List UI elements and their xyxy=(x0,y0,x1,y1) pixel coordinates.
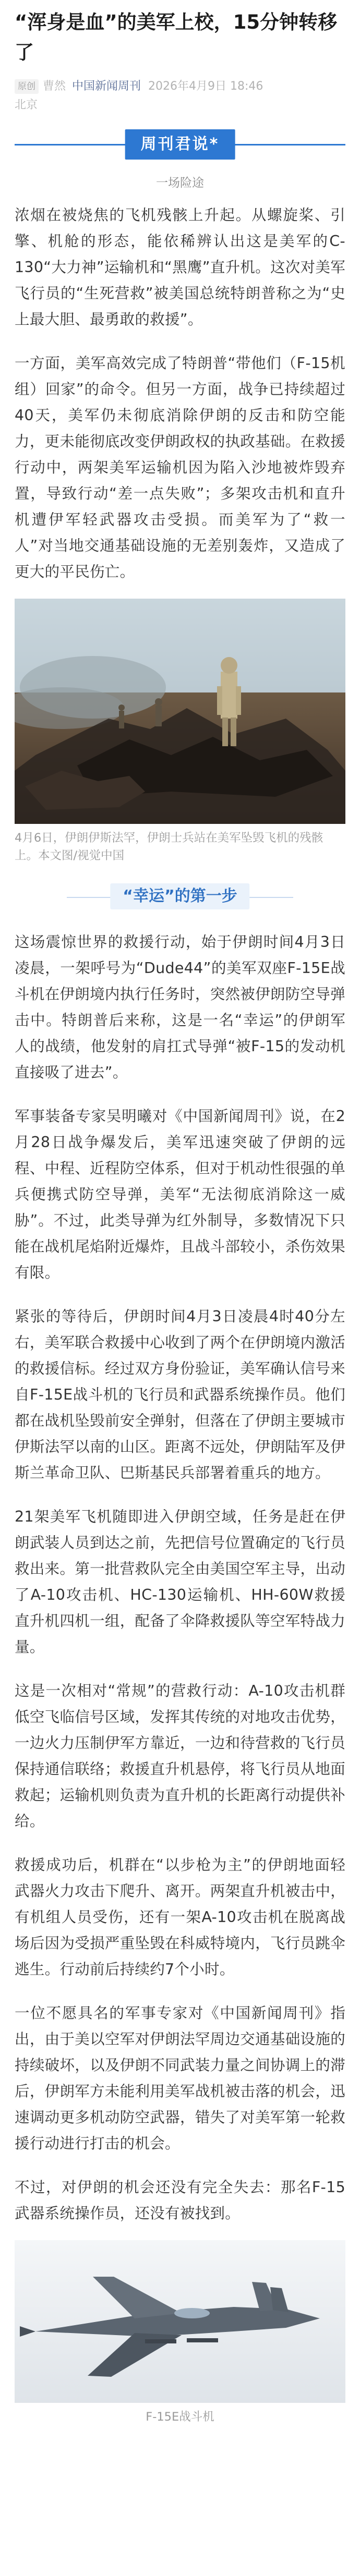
paragraph: 一位不愿具名的军事专家对《中国新闻周刊》指出，由于美以空军对伊朗法罕周边交通基础设施的持续破坏，以及伊朗不同武装力量之间协调上的滞后，伊朗军方未能利用美军战机被击落的机会，迅速调动更多机动防空武器，错失了对美军第一轮救援行动进行打击的机会。 xyxy=(15,2004,345,2152)
account-link[interactable]: 中国新闻周刊 xyxy=(72,80,141,93)
banner-label: 周刊君说* xyxy=(125,129,235,160)
paragraph: 浓烟在被烧焦的飞机残骸上升起。从螺旋桨、引擎、机舱的形态，能依稀辨认出这是美军的C-130“大力神”运输机和“黑鹰”直升机。这次对美军飞行员的“生死营救”被美国总统特朗普称之为“史上最大胆、最勇敢的救援”。 xyxy=(15,206,345,328)
section-heading xyxy=(15,878,345,920)
publish-date: 2026年4月9日 18:46 xyxy=(148,80,263,93)
paragraph: 救援成功后，机群在“以步枪为主”的伊朗地面轻武器火力攻击下爬升、离开。两架直升机被击中，有机组人员受伤，还有一架A-10攻击机在脱离战场后因为受损严重坠毁在科威特境内，飞行员跳伞逃生。行动前后持续约7个小时。 xyxy=(15,1856,345,1978)
publish-location: 北京 xyxy=(15,99,38,112)
article-meta xyxy=(0,68,360,115)
article-title: “浑身是血”的美军上校，15分钟转移了 xyxy=(15,11,338,64)
figure-f15e xyxy=(15,2240,345,2426)
paragraph: 不过，对伊朗的机会还没有完全失去：那名F-15武器系统操作员，还没有被找到。 xyxy=(15,2179,345,2222)
figure-wreckage xyxy=(15,599,345,865)
author-name: 曹然 xyxy=(43,80,66,93)
paragraph: 这是一次相对“常规”的营救行动：A-10攻击机群低空飞临信号区域，发挥其传统的对地攻击优势，一边火力压制伊军方靠近，一边和待营救的飞行员保持通信联络；救援直升机悬停，将飞行员从地面救起；运输机则负责为直升机的长距离行动提供补给。 xyxy=(15,1682,345,1830)
paragraph: 军事装备专家吴明曦对《中国新闻周刊》说，在2月28日战争爆发后，美军迅速突破了伊朗的远程、中程、近程防空体系，但对于机动性很强的单兵便携式防空导弹，美军“无法彻底消除这一威胁”。不过，此类导弹为红外制导，多数情况下只能在战机尾焰附近爆炸，且战斗部较小，杀伤效果有限。 xyxy=(15,1108,345,1281)
banner-subtitle: 一场险途 xyxy=(156,176,204,190)
column-banner xyxy=(0,122,360,195)
paragraph: 21架美军飞机随即进入伊朗空域，任务是赶在伊朗武装人员到达之前，先把信号位置确定的飞行员救出来。第一批营救队完全由美国空军主导，出动了A-10攻击机、HC-130运输机、HH-60W救援直升机四机一组，配备了伞降救援队等空军特战力量。 xyxy=(15,1508,345,1656)
section-title: “幸运”的第一步 xyxy=(110,883,249,909)
original-tag: 原创 xyxy=(15,79,39,94)
f15e-photo[interactable] xyxy=(15,2240,345,2403)
figure-caption: F-15E战斗机 xyxy=(146,2410,214,2424)
paragraph: 这场震惊世界的救援行动，始于伊朗时间4月3日凌晨，一架呼号为“Dude44”的美军双座F-15E战斗机在伊朗境内执行任务时，突然被伊朗防空导弹击中。特朗普后来称，这是一名“幸运”的伊朗军人的战绩，他发射的肩扛式导弹“被F-15的发动机直接吸了进去”。 xyxy=(15,933,345,1081)
figure-caption: 4月6日，伊朗伊斯法罕，伊朗士兵站在美军坠毁飞机的残骸上。本文图/视觉中国 xyxy=(15,831,323,862)
paragraph: 一方面，美军高效完成了特朗普“带他们（F-15机组）回家”的命令。但另一方面，战争已持续超过40天，美军仍未彻底消除伊朗的反击和防空能力，更未能彻底改变伊朗政权的执政基础。在救援行动中，两架美军运输机因为陷入沙地被炸毁弃置，导致行动“差一点失败”；多架攻击机和直升机遭伊军轻武器攻击受损。而美军为了“救一人”对当地交通基础设施的无差别轰炸，又造成了更大的平民伤亡。 xyxy=(15,355,345,580)
paragraph: 紧张的等待后，伊朗时间4月3日凌晨4时40分左右，美军联合救援中心收到了两个在伊朗境内激活的救援信标。经过双方身份验证，美军确认信号来自F-15E战斗机的飞行员和武器系统操作员。他们都在战机坠毁前安全弹射，但落在了伊朗主要城市伊斯法罕以南的山区。距离不远处，伊朗陆军及伊斯兰革命卫队、巴斯基民兵部署着重兵的地方。 xyxy=(15,1308,345,1481)
wreckage-photo[interactable] xyxy=(15,599,345,824)
